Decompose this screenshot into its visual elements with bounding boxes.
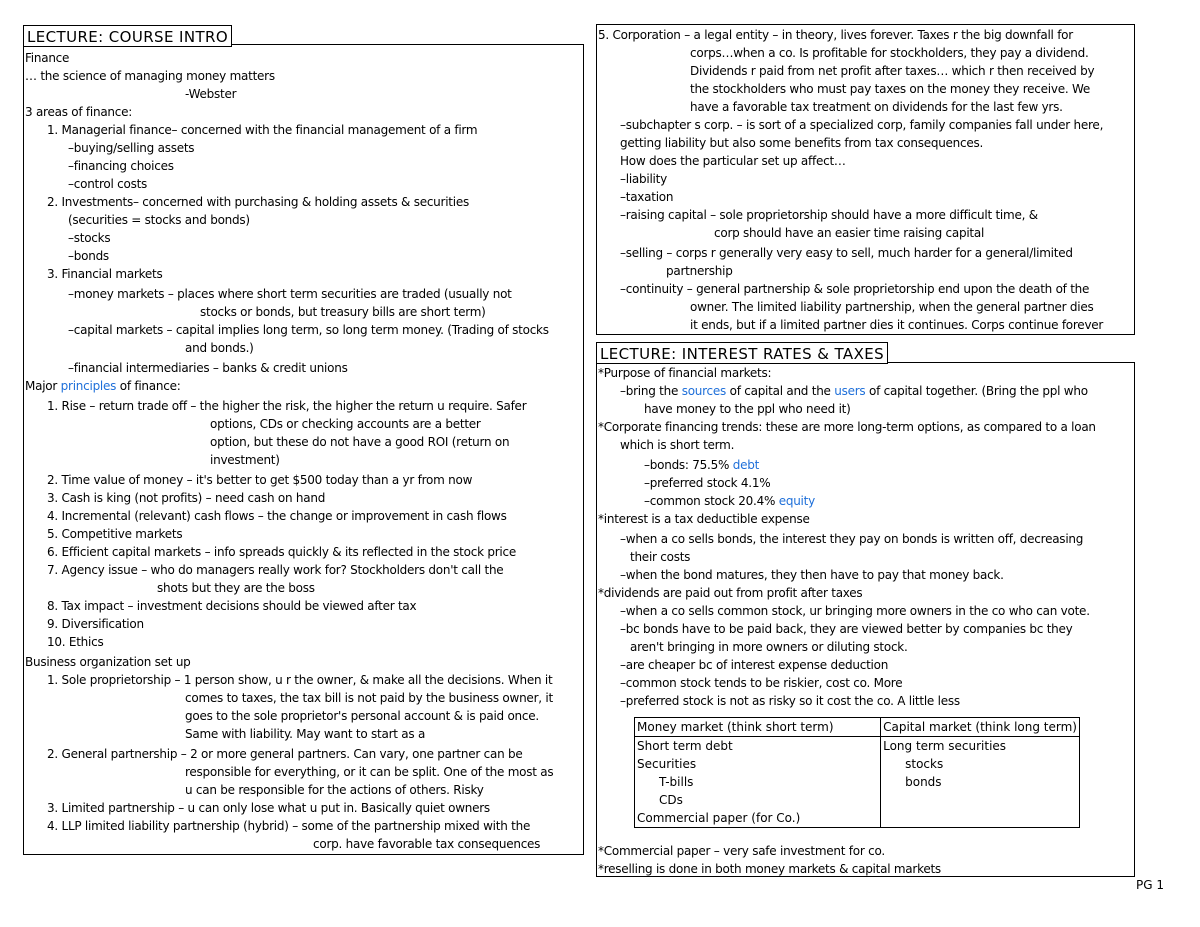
- note-line: Finance: [25, 51, 70, 65]
- note-line: –buying/selling assets: [68, 141, 195, 155]
- note-line: 4. LLP limited liability partnership (hybrid) – some of the partnership mixed with the: [47, 819, 531, 833]
- note-line: comes to taxes, the tax bill is not paid by the business owner, it: [185, 691, 553, 705]
- users-link[interactable]: users: [834, 384, 866, 398]
- note-line: –control costs: [68, 177, 148, 191]
- note-line: 3 areas of finance:: [25, 105, 133, 119]
- sources-post: of capital together. (Bring the ppl who: [865, 384, 1088, 398]
- bonds-line: [644, 456, 759, 474]
- table-row: [635, 737, 1080, 828]
- note-line: 10. Ethics: [47, 635, 104, 649]
- note-line: stocks or bonds, but treasury bills are short term): [200, 305, 486, 319]
- note-line: –continuity – general partnership & sole proprietorship end upon the death of the: [620, 282, 1090, 296]
- note-line: 5. Competitive markets: [47, 527, 183, 541]
- note-line: –bonds: [68, 249, 109, 263]
- note-line: *Corporate financing trends: these are more long-term options, as compared to a loan: [598, 420, 1096, 434]
- note-line: Dividends r paid from net profit after taxes… which r then received by: [690, 64, 1095, 78]
- principles-heading: [25, 377, 181, 395]
- table-header-capital: Capital market (think long term): [881, 718, 1080, 737]
- note-line: 3. Cash is king (not profits) – need cash on hand: [47, 491, 326, 505]
- note-line: which is short term.: [620, 438, 735, 452]
- table-cell-item: Commercial paper (for Co.): [637, 811, 801, 825]
- note-line: –money markets – places where short term securities are traded (usually not: [68, 287, 512, 301]
- note-line: –financing choices: [68, 159, 174, 173]
- note-line: –when the bond matures, they then have to pay that money back.: [620, 568, 1004, 582]
- table-cell-item: stocks: [905, 757, 944, 771]
- note-line: it ends, but if a limited partner dies it continues. Corps continue forever: [690, 318, 1104, 332]
- note-line: –preferred stock is not as risky so it cost the co. A little less: [620, 694, 960, 708]
- note-line: –common stock tends to be riskier, cost co. More: [620, 676, 903, 690]
- common-pre: –common stock 20.4%: [644, 494, 779, 508]
- sources-link[interactable]: sources: [681, 384, 727, 398]
- note-line: u can be responsible for the actions of others. Risky: [185, 783, 484, 797]
- note-line: –when a co sells common stock, ur bringing more owners in the co who can vote.: [620, 604, 1090, 618]
- note-line: –preferred stock 4.1%: [644, 476, 771, 490]
- table-cell-item: T-bills: [659, 775, 694, 789]
- money-market-cell: [635, 737, 881, 828]
- note-line: 2. General partnership – 2 or more general partners. Can vary, one partner can be: [47, 747, 523, 761]
- note-line: 1. Rise – return trade off – the higher the risk, the higher the return u require. Safer: [47, 399, 527, 413]
- market-comparison-table: [634, 717, 1080, 828]
- note-line: 2. Investments– concerned with purchasing & holding assets & securities: [47, 195, 469, 209]
- note-line: –are cheaper bc of interest expense deduction: [620, 658, 889, 672]
- debt-link[interactable]: debt: [732, 458, 760, 472]
- note-line: *Commercial paper – very safe investment for co.: [598, 844, 885, 858]
- bonds-pre: –bonds: 75.5%: [644, 458, 733, 472]
- note-line: Same with liability. May want to start as a: [185, 727, 426, 741]
- note-line: options, CDs or checking accounts are a better: [210, 417, 481, 431]
- capital-market-cell: [881, 737, 1080, 828]
- note-line: -Webster: [185, 87, 237, 101]
- note-line: shots but they are the boss: [157, 581, 315, 595]
- note-line: –stocks: [68, 231, 111, 245]
- note-line: the stockholders who must pay taxes on the money they receive. We: [690, 82, 1090, 96]
- note-line: 3. Limited partnership – u can only lose what u put in. Basically quiet owners: [47, 801, 490, 815]
- note-line: Business organization set up: [25, 655, 191, 669]
- common-line: [644, 492, 815, 510]
- table-cell-item: CDs: [659, 793, 683, 807]
- note-line: corp. have favorable tax consequences: [313, 837, 541, 851]
- sources-pre: –bring the: [620, 384, 682, 398]
- principles-link[interactable]: principles: [60, 379, 117, 393]
- note-line: … the science of managing money matters: [25, 69, 275, 83]
- note-line: investment): [210, 453, 280, 467]
- note-line: getting liability but also some benefits from tax consequences.: [620, 136, 984, 150]
- note-line: 6. Efficient capital markets – info spreads quickly & its reflected in the stock price: [47, 545, 516, 559]
- note-line: 3. Financial markets: [47, 267, 163, 281]
- note-line: *Purpose of financial markets:: [598, 366, 772, 380]
- note-line: their costs: [630, 550, 691, 564]
- lecture-title-interest-rates: LECTURE: INTEREST RATES & TAXES: [596, 342, 888, 364]
- note-line: *dividends are paid out from profit after taxes: [598, 586, 863, 600]
- note-line: have a favorable tax treatment on dividends for the last few yrs.: [690, 100, 1063, 114]
- note-line: 8. Tax impact – investment decisions should be viewed after tax: [47, 599, 417, 613]
- sources-users-line: [620, 382, 1088, 400]
- note-line: 1. Managerial finance– concerned with the financial management of a firm: [47, 123, 478, 137]
- note-line: goes to the sole proprietor's personal account & is paid once.: [185, 709, 539, 723]
- lecture-title-course-intro: LECTURE: COURSE INTRO: [23, 25, 232, 47]
- table-header-row: [635, 718, 1080, 737]
- table-cell-item: bonds: [905, 775, 942, 789]
- note-line: 7. Agency issue – who do managers really work for? Stockholders don't call the: [47, 563, 504, 577]
- note-line: –taxation: [620, 190, 674, 204]
- note-line: *interest is a tax deductible expense: [598, 512, 810, 526]
- note-line: (securities = stocks and bonds): [68, 213, 250, 227]
- note-line: responsible for everything, or it can be split. One of the most as: [185, 765, 554, 779]
- note-line: have money to the ppl who need it): [644, 402, 851, 416]
- sources-mid: of capital and the: [726, 384, 835, 398]
- page-number: PG 1: [1136, 878, 1164, 892]
- note-line: 4. Incremental (relevant) cash flows – the change or improvement in cash flows: [47, 509, 507, 523]
- note-line: –capital markets – capital implies long term, so long term money. (Trading of stocks: [68, 323, 549, 337]
- note-line: –subchapter s corp. – is sort of a specialized corp, family companies fall under here,: [620, 118, 1104, 132]
- note-line: –when a co sells bonds, the interest they pay on bonds is written off, decreasing: [620, 532, 1084, 546]
- note-line: How does the particular set up affect…: [620, 154, 846, 168]
- table-cell-item: Long term securities: [883, 739, 1007, 753]
- principles-pre: Major: [25, 379, 61, 393]
- note-line: –bc bonds have to be paid back, they are viewed better by companies bc they: [620, 622, 1073, 636]
- note-line: aren't bringing in more owners or diluting stock.: [630, 640, 908, 654]
- note-line: *reselling is done in both money markets & capital markets: [598, 862, 941, 876]
- note-line: –liability: [620, 172, 667, 186]
- note-line: option, but these do not have a good ROI (return on: [210, 435, 510, 449]
- note-line: 9. Diversification: [47, 617, 144, 631]
- table-cell-item: Short term debt: [637, 739, 733, 753]
- table-header-money: Money market (think short term): [635, 718, 881, 737]
- note-line: 5. Corporation – a legal entity – in theory, lives forever. Taxes r the big downfall for: [598, 28, 1073, 42]
- note-line: corp should have an easier time raising capital: [714, 226, 985, 240]
- note-line: owner. The limited liability partnership, when the general partner dies: [690, 300, 1094, 314]
- note-line: and bonds.): [185, 341, 254, 355]
- note-line: corps…when a co. Is profitable for stockholders, they pay a dividend.: [690, 46, 1089, 60]
- note-line: –raising capital – sole proprietorship should have a more difficult time, &: [620, 208, 1038, 222]
- note-line: partnership: [666, 264, 733, 278]
- principles-post: of finance:: [116, 379, 181, 393]
- note-line: 2. Time value of money – it's better to get $500 today than a yr from now: [47, 473, 473, 487]
- note-line: 1. Sole proprietorship – 1 person show, u r the owner, & make all the decisions. When it: [47, 673, 553, 687]
- note-line: –financial intermediaries – banks & credit unions: [68, 361, 348, 375]
- note-line: –selling – corps r generally very easy to sell, much harder for a general/limited: [620, 246, 1073, 260]
- equity-link[interactable]: equity: [778, 494, 815, 508]
- table-cell-item: Securities: [637, 757, 697, 771]
